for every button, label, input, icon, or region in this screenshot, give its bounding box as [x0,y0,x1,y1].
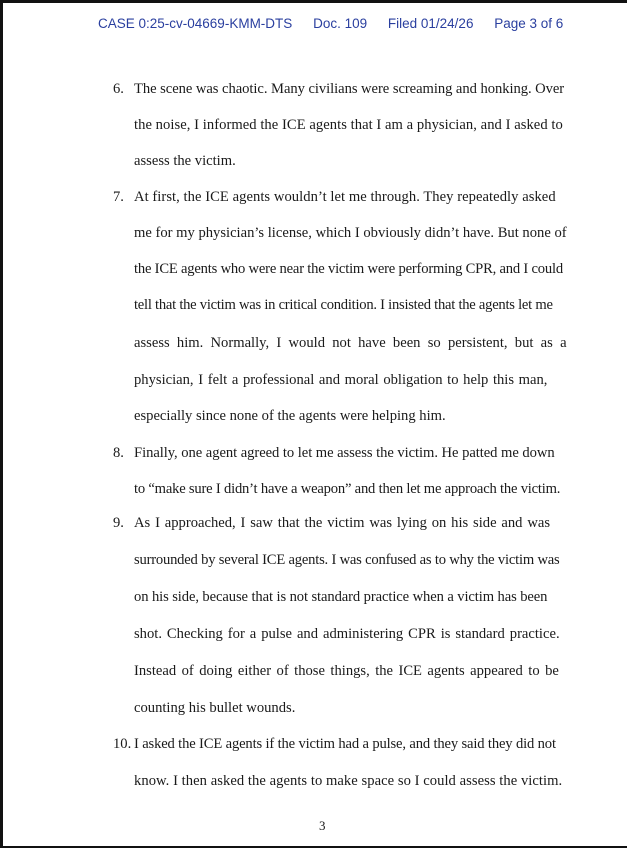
paragraph-number: 8. [113,445,124,461]
paragraph-line: As I approached, I saw that the victim was lying on his side and was [134,515,551,531]
paragraph-line: The scene was chaotic. Many civilians were screaming and honking. Over [134,81,565,97]
paragraph-number: 9. [113,515,124,531]
paragraph-line: know. I then asked the agents to make space so I could assess the victim. [134,773,563,789]
paragraph-line: the ICE agents who were near the victim were performing CPR, and I could [134,261,563,277]
paragraph-line: the noise, I informed the ICE agents that I am a physician, and I asked to [134,117,563,133]
document-number: Doc. 109 [313,16,368,31]
paragraph-line: I asked the ICE agents if the victim had a pulse, and they said they did not [134,736,556,752]
paragraph-line: assess the victim. [134,153,236,169]
paragraph-line: to “make sure I didn’t have a weapon” and then let me approach the victim. [134,481,561,497]
paragraph-line: Finally, one agent agreed to let me assess the victim. He patted me down [134,445,555,461]
paragraph-line: surrounded by several ICE agents. I was confused as to why the victim was [134,552,560,568]
page-indicator: Page 3 of 6 [494,16,564,31]
paragraph-line: me for my physician’s license, which I obviously didn’t have. But none of [134,225,567,241]
page-number: 3 [319,818,326,833]
paragraph-number: 6. [113,81,124,97]
paragraph-line: on his side, because that is not standard practice when a victim has been [134,589,548,605]
paragraph-line: counting his bullet wounds. [134,700,296,716]
paragraph-line: especially since none of the agents were helping him. [134,408,446,424]
paragraph-line: assess him. Normally, I would not have been so persistent, but as a [134,335,567,351]
paragraph-line: At first, the ICE agents wouldn’t let me through. They repeatedly asked [134,189,556,205]
paragraph-line: physician, I felt a professional and moral obligation to help this man, [134,372,548,388]
paragraph-line: Instead of doing either of those things, the ICE agents appeared to be [134,663,559,679]
paragraph-number: 10. [113,736,132,752]
paragraph-line: tell that the victim was in critical condition. I insisted that the agents let me [134,297,553,313]
case-number: CASE 0:25-cv-04669-KMM-DTS [98,16,293,31]
filed-date: Filed 01/24/26 [387,16,474,31]
paragraph-number: 7. [113,189,124,205]
case-header [98,16,563,31]
paragraph-line: shot. Checking for a pulse and administering CPR is standard practice. [134,626,560,642]
